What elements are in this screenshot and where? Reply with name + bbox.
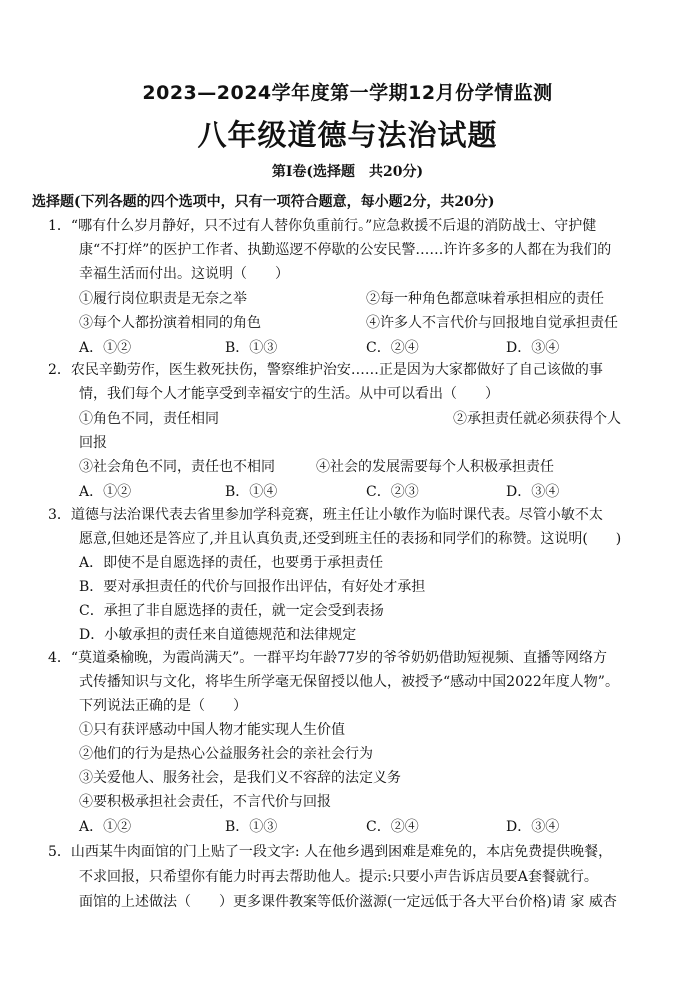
question-2-statement-3: ③社会角色不同，责任也不相同 — [79, 459, 275, 475]
exam-title: 2023—2024学年度第一学期12月份学情监测 — [142, 82, 553, 104]
question-4-statement-2: ②他们的行为是热心公益服务社会的亲社会行为 — [79, 746, 373, 762]
question-1-choice-c: C．②④ — [366, 340, 419, 356]
question-2-choice-d: D．③④ — [506, 484, 560, 500]
question-3-line-2: 愿意,但她还是答应了,并且认真负责,还受到班主任的表扬和同学们的称赞。这说明( ) — [79, 531, 622, 547]
question-5-line-2: 不求回报，只希望你有能力时再去帮助他人。提示:只要小声告诉店员要A套餐就行。 — [79, 869, 598, 885]
question-1-line-3: 幸福生活而付出。这说明（ ） — [79, 266, 289, 282]
question-5-line-1: 5．山西某牛肉面馆的门上贴了一段文字: 人在他乡遇到困难是难免的，本店免费提供晚餐， — [48, 844, 613, 860]
question-4-statement-4: ④要积极承担社会责任，不言代价与回报 — [79, 794, 331, 810]
question-4-choice-c: C．②④ — [366, 819, 419, 835]
section-title: 第Ⅰ卷(选择题 共20分) — [271, 164, 424, 180]
question-1-statement-4: ④许多人不言代价与回报地自觉承担责任 — [366, 315, 618, 331]
question-1-line-2: 康“不打烊”的医护工作者、执勤巡逻不停歇的公安民警……许许多多的人都在为我们的 — [79, 242, 612, 258]
question-1-line-1: 1．“哪有什么岁月静好，只不过有人替你负重前行。”应急救援不后退的消防战士、守护健 — [48, 218, 597, 234]
question-3-option-d: D．小敏承担的责任来自道德规范和法律规定 — [79, 627, 357, 643]
question-3-option-a: A．即使不是自愿选择的责任，也要勇于承担责任 — [79, 555, 384, 571]
question-1-choice-a: A．①② — [79, 340, 132, 356]
question-1-statement-2: ②每一种角色都意味着承担相应的责任 — [366, 291, 604, 307]
question-4-choice-d: D．③④ — [506, 819, 560, 835]
section-instructions: 选择题(下列各题的四个选项中，只有一项符合题意，每小题2分，共20分) — [32, 194, 495, 210]
question-5-line-3: 面馆的上述做法（ ）更多课件教案等低价滋源(一定远低于各大平台价格)请 家 威杏 — [79, 894, 617, 910]
question-1-choice-b: B．①③ — [225, 340, 278, 356]
question-2-choice-c: C．②③ — [366, 484, 419, 500]
question-4-line-3: 下列说法正确的是（ ） — [79, 698, 247, 714]
question-4-choice-a: A．①② — [79, 819, 132, 835]
question-2-choice-a: A．①② — [79, 484, 132, 500]
question-3-option-c: C．承担了非自愿选择的责任，就一定会受到表扬 — [79, 603, 384, 619]
question-2-statement-2-cont: 回报 — [79, 435, 107, 451]
question-2-statement-2: ②承担责任就必须获得个人 — [453, 411, 621, 427]
question-1-statement-3: ③每个人都扮演着相同的角色 — [79, 315, 261, 331]
question-2-line-2: 情，我们每个人才能享受到幸福安宁的生活。从中可以看出（ ） — [79, 386, 499, 402]
question-4-line-1: 4．“莫道桑榆晚，为霞尚满天”。一群平均年龄77岁的爷爷奶奶借助短视频、直播等网络方 — [48, 650, 608, 666]
question-4-statement-1: ①只有获评感动中国人物才能实现人生价值 — [79, 722, 345, 738]
question-2-line-1: 2．农民辛勤劳作，医生救死扶伤，警察维护治安……正是因为大家都做好了自己该做的事 — [48, 362, 603, 378]
question-3-option-b: B．要对承担责任的代价与回报作出评估，有好处才承担 — [79, 579, 426, 595]
question-4-statement-3: ③关爱他人、服务社会，是我们义不容辞的法定义务 — [79, 770, 401, 786]
question-3-line-1: 3．道德与法治课代表去省里参加学科竞赛，班主任让小敏作为临时课代表。尽管小敏不太 — [48, 507, 603, 523]
question-2-statement-1: ①角色不同，责任相同 — [79, 411, 219, 427]
question-2-choice-b: B．①④ — [225, 484, 278, 500]
exam-subtitle: 八年级道德与法治试题 — [197, 118, 498, 152]
question-1-statement-1: ①履行岗位职责是无奈之举 — [79, 291, 247, 307]
question-1-choice-d: D．③④ — [506, 340, 560, 356]
question-4-choice-b: B．①③ — [225, 819, 278, 835]
question-4-line-2: 式传播知识与文化，将毕生所学毫无保留授以他人，被授予“感动中国2022年度人物”。 — [79, 674, 619, 690]
question-2-statement-4: ④社会的发展需要每个人积极承担责任 — [316, 459, 554, 475]
